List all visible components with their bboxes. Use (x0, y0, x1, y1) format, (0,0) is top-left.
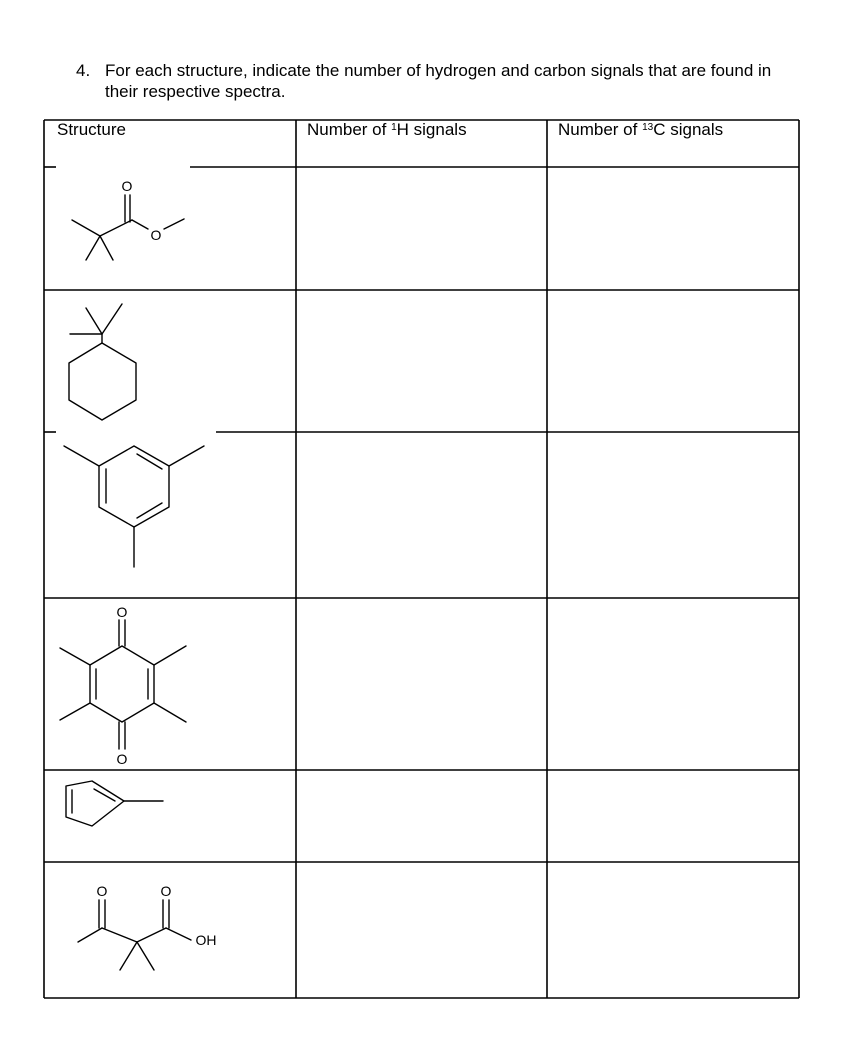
atom-oxygen: O (160, 883, 172, 899)
header-c-sup: 13 (642, 122, 654, 133)
header-structure: Structure (57, 120, 126, 139)
atom-oxygen: O (116, 751, 128, 767)
header-c-suffix: C signals (653, 120, 724, 139)
question-text: For each structure, indicate the number of hydrogen and carbon signals that are found in their respective spectra. (105, 61, 772, 101)
atom-hydroxyl: OH (195, 932, 217, 948)
header-h-sup: 1 (391, 122, 397, 133)
atom-oxygen: O (116, 604, 128, 620)
header-h-prefix: Number of (307, 120, 392, 139)
atom-oxygen: O (150, 227, 162, 243)
header-c-prefix: Number of (558, 120, 643, 139)
question-number: 4. (76, 61, 91, 80)
header-h-suffix: H signals (396, 120, 467, 139)
atom-oxygen: O (121, 178, 133, 194)
atom-oxygen: O (96, 883, 108, 899)
